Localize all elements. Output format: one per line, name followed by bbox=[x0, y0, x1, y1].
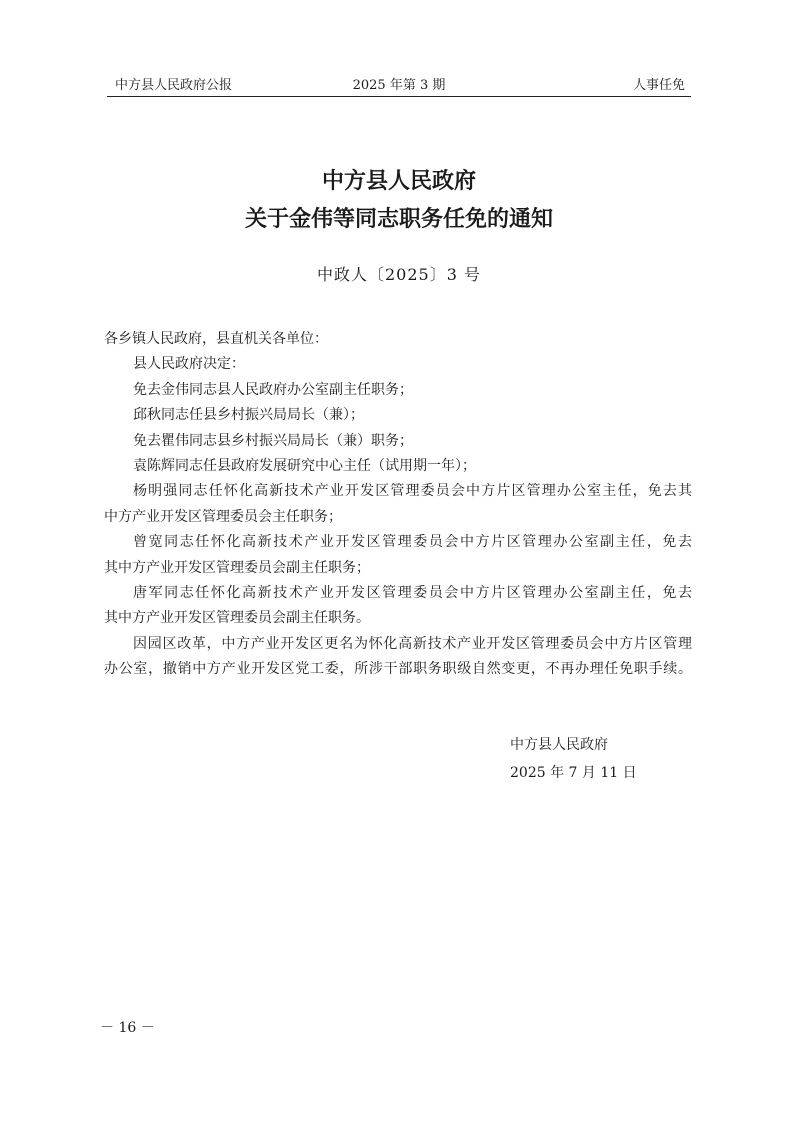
header-publication: 中方县人民政府公报 bbox=[115, 78, 233, 93]
signature-block bbox=[510, 731, 637, 787]
appointment-tang-line-1: 唐军同志任怀化高新技术产业开发区管理委员会中方片区管理办公室副主任，免去 bbox=[133, 584, 692, 601]
title-line-1: 中方县人民政府 bbox=[321, 168, 476, 194]
title-line-2: 关于金伟等同志职务任免的通知 bbox=[244, 206, 553, 232]
appointment-item: 袁陈辉同志任县政府发展研究中心主任（试用期一年）； bbox=[133, 457, 476, 474]
appointment-yang-line-1: 杨明强同志任怀化高新技术产业开发区管理委员会中方片区管理办公室主任，免去其 bbox=[133, 483, 692, 500]
signature-date: 2025 年 7 月 11 日 bbox=[510, 765, 637, 781]
appointment-item: 邱秋同志任县乡村振兴局局长（兼）； bbox=[133, 407, 364, 424]
decision-intro: 县人民政府决定： bbox=[133, 356, 245, 373]
page-header bbox=[107, 76, 691, 97]
appointment-yang-line-2: 中方产业开发区管理委员会主任职务； bbox=[104, 508, 342, 525]
signature-org: 中方县人民政府 bbox=[510, 737, 608, 753]
appointment-zeng-line-2: 其中方产业开发区管理委员会副主任职务； bbox=[104, 559, 370, 576]
appointment-zeng-line-1: 曾宽同志任怀化高新技术产业开发区管理委员会中方片区管理办公室副主任，免去 bbox=[133, 534, 692, 551]
appointment-item: 免去金伟同志县人民政府办公室副主任职务； bbox=[133, 381, 413, 398]
appointment-tang-line-2: 其中方产业开发区管理委员会副主任职务。 bbox=[104, 610, 370, 627]
header-issue: 2025 年第 3 期 bbox=[352, 78, 446, 93]
reform-note-line-1: 因园区改革，中方产业开发区更名为怀化高新技术产业开发区管理委员会中方片区管理 bbox=[133, 635, 692, 652]
document-number: 中政人〔2025〕3 号 bbox=[317, 265, 481, 284]
salutation: 各乡镇人民政府，县直机关各单位： bbox=[104, 331, 328, 347]
appointment-item: 免去瞿伟同志县乡村振兴局局长（兼）职务； bbox=[133, 432, 413, 449]
header-section: 人事任免 bbox=[632, 78, 685, 93]
reform-note-line-2: 办公室，撤销中方产业开发区党工委，所涉干部职务职级自然变更，不再办理任免职手续。 bbox=[104, 661, 692, 678]
document-body bbox=[104, 327, 692, 682]
page-number: － 16 － bbox=[100, 1020, 155, 1036]
